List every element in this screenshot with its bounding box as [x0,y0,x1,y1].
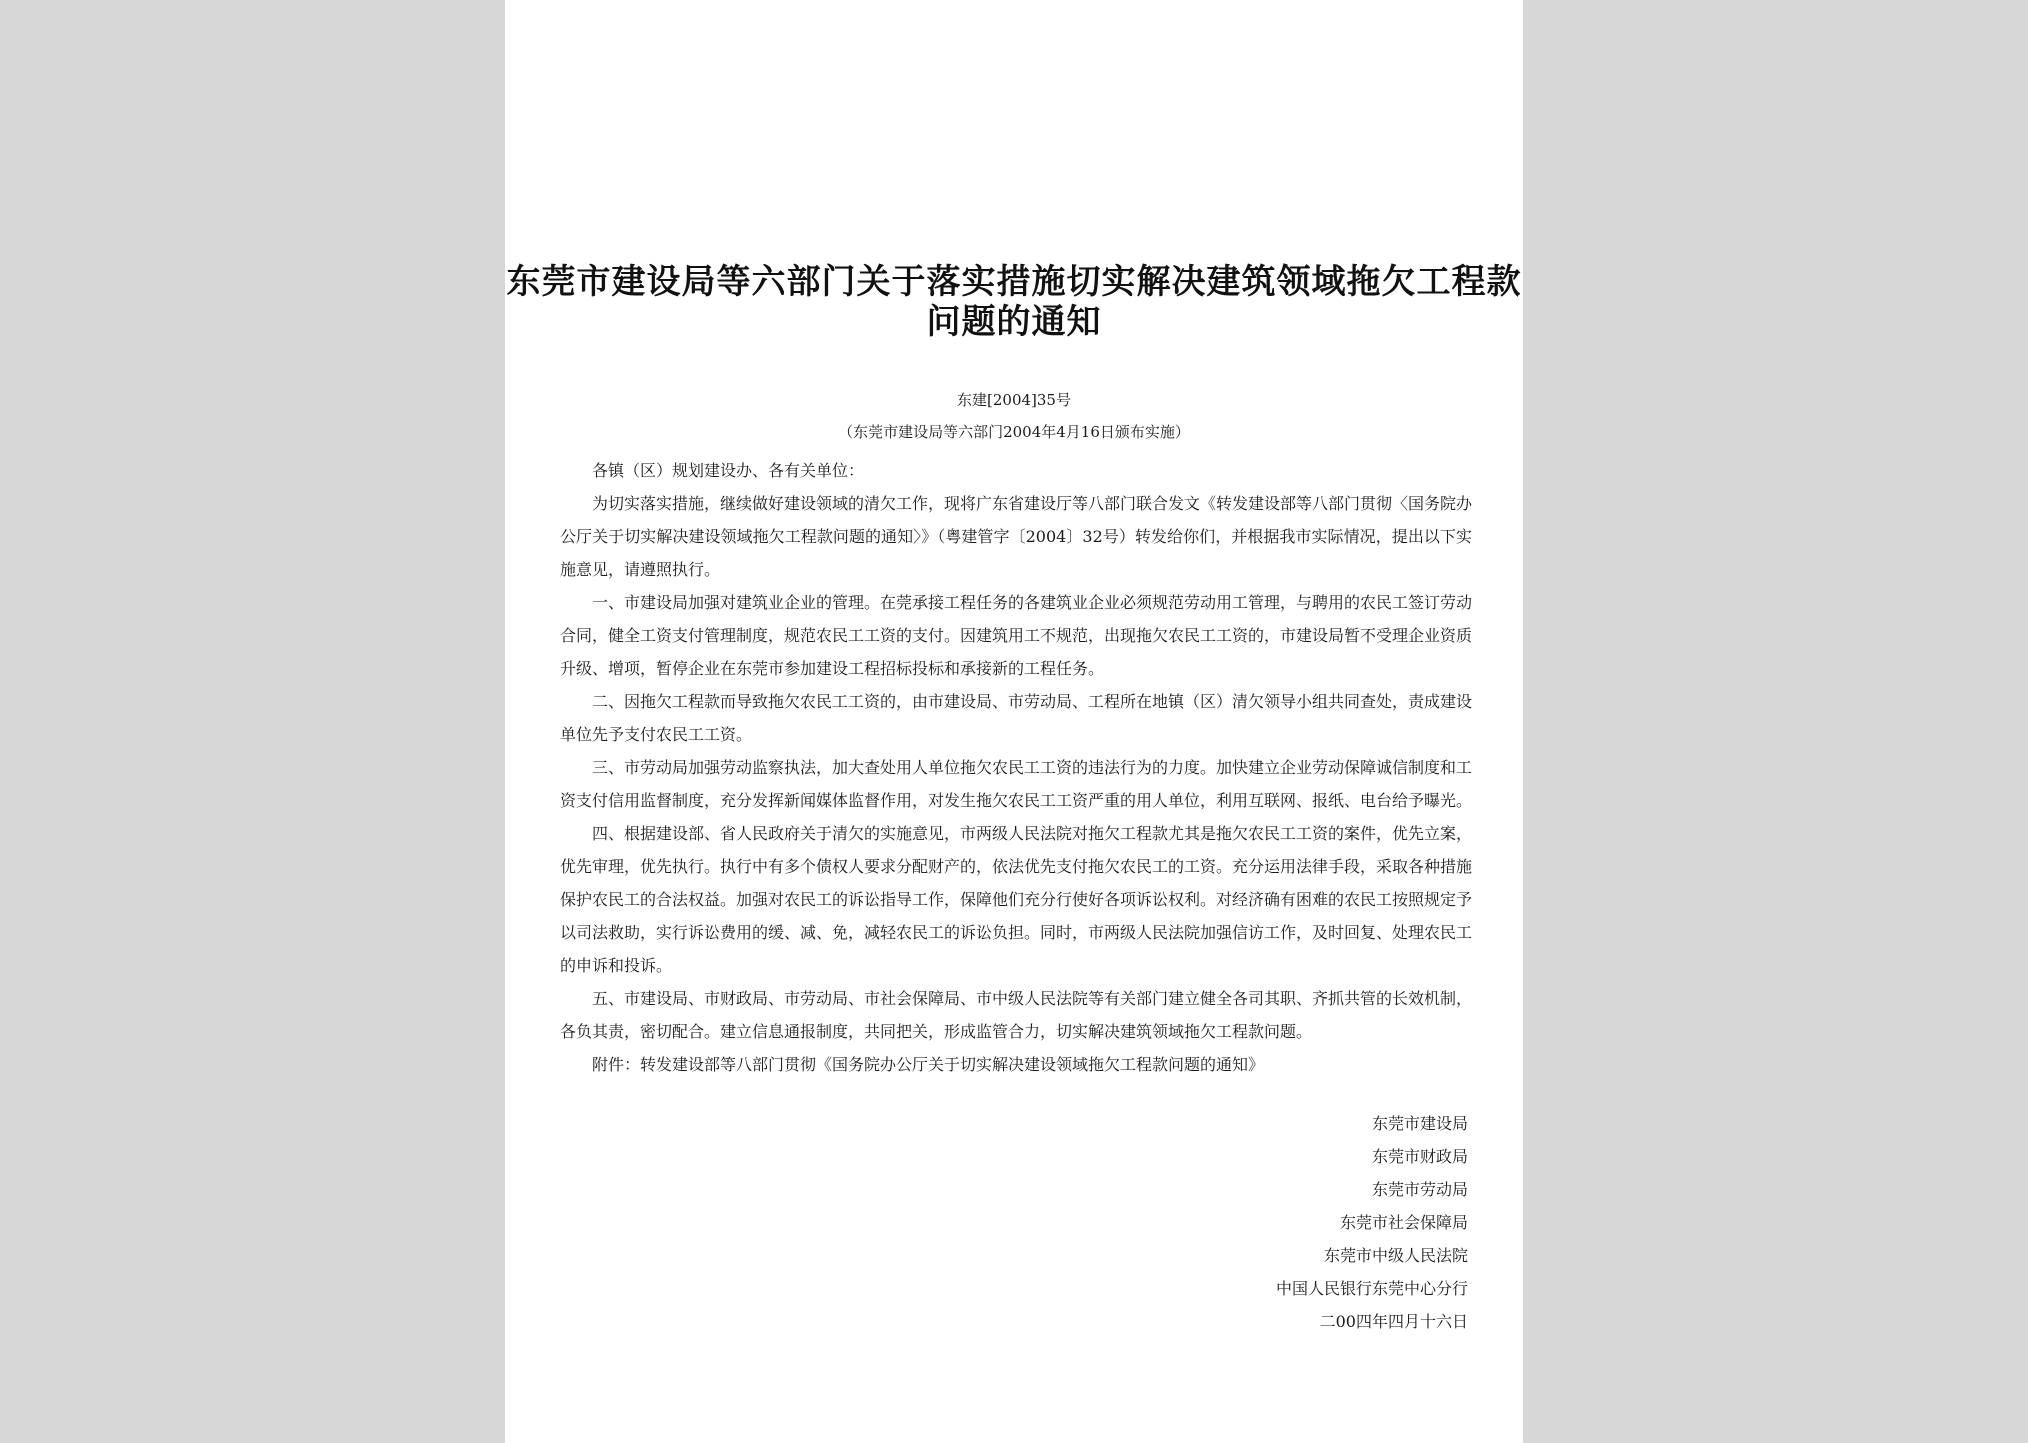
attachment-note: 附件：转发建设部等八部门贯彻《国务院办公厅关于切实解决建设领域拖欠工程款问题的通知》 [592,1055,1265,1074]
signatory: 中国人民银行东莞中心分行 [1275,1279,1468,1298]
paragraph-item-3: 三、市劳动局加强劳动监察执法，加大查处用人单位拖欠农民工工资的违法行为的力度。加快建立企业劳动保障诚信制度和工资支付信用监督制度，充分发挥新闻媒体监督作用，对发生拖欠农民工工资严重的用人单位，利用互联网、报纸、电台给予曝光。 [560,758,1473,810]
paragraph-intro: 为切实落实措施，继续做好建设领域的清欠工作，现将广东省建设厅等八部门联合发文《转发建设部等八部门贯彻〈国务院办公厅关于切实解决建设领域拖欠工程款问题的通知〉》（粤建管字〔2004〕32号）转发给你们，并根据我市实际情况，提出以下实施意见，请遵照执行。 [560,494,1473,579]
issued-note: （东莞市建设局等六部门2004年4月16日颁布实施） [838,423,1190,441]
document-page [505,0,1523,1443]
signature-block [1276,1107,1468,1338]
paragraph-item-5: 五、市建设局、市财政局、市劳动局、市社会保障局、市中级人民法院等有关部门建立健全各司其职、齐抓共管的长效机制，各负其责，密切配合。建立信息通报制度，共同把关，形成监管合力，切实解决建筑领域拖欠工程款问题。 [560,989,1473,1041]
signatory: 东莞市劳动局 [1371,1180,1468,1199]
signatory: 东莞市财政局 [1371,1147,1468,1166]
addressee: 各镇（区）规划建设办、各有关单位： [592,461,865,480]
document-number: 东建[2004]35号 [957,391,1071,409]
signatory: 东莞市中级人民法院 [1323,1246,1468,1265]
document-title: 东莞市建设局等六部门关于落实措施切实解决建筑领域拖欠工程款问题的通知 [506,262,1522,342]
signatory: 东莞市社会保障局 [1339,1213,1468,1232]
paragraph-item-4: 四、根据建设部、省人民政府关于清欠的实施意见，市两级人民法院对拖欠工程款尤其是拖欠农民工工资的案件，优先立案，优先审理，优先执行。执行中有多个债权人要求分配财产的，依法优先支付拖欠农民工的工资。充分运用法律手段，采取各种措施保护农民工的合法权益。加强对农民工的诉讼指导工作，保障他们充分行使好各项诉讼权利。对经济确有困难的农民工按照规定予以司法救助，实行诉讼费用的缓、减、免，减轻农民工的诉讼负担。同时，市两级人民法院加强信访工作，及时回复、处理农民工的申诉和投诉。 [560,824,1473,975]
paragraph-item-2: 二、因拖欠工程款而导致拖欠农民工工资的，由市建设局、市劳动局、工程所在地镇（区）清欠领导小组共同查处，责成建设单位先予支付农民工工资。 [560,692,1473,744]
paragraph-item-1: 一、市建设局加强对建筑业企业的管理。在莞承接工程任务的各建筑业企业必须规范劳动用工管理，与聘用的农民工签订劳动合同，健全工资支付管理制度，规范农民工工资的支付。因建筑用工不规范，出现拖欠农民工工资的，市建设局暂不受理企业资质升级、增项，暂停企业在东莞市参加建设工程招标投标和承接新的工程任务。 [560,593,1473,678]
document-date: 二00四年四月十六日 [1319,1312,1468,1331]
document-body [560,454,1472,1081]
signatory: 东莞市建设局 [1371,1114,1468,1133]
